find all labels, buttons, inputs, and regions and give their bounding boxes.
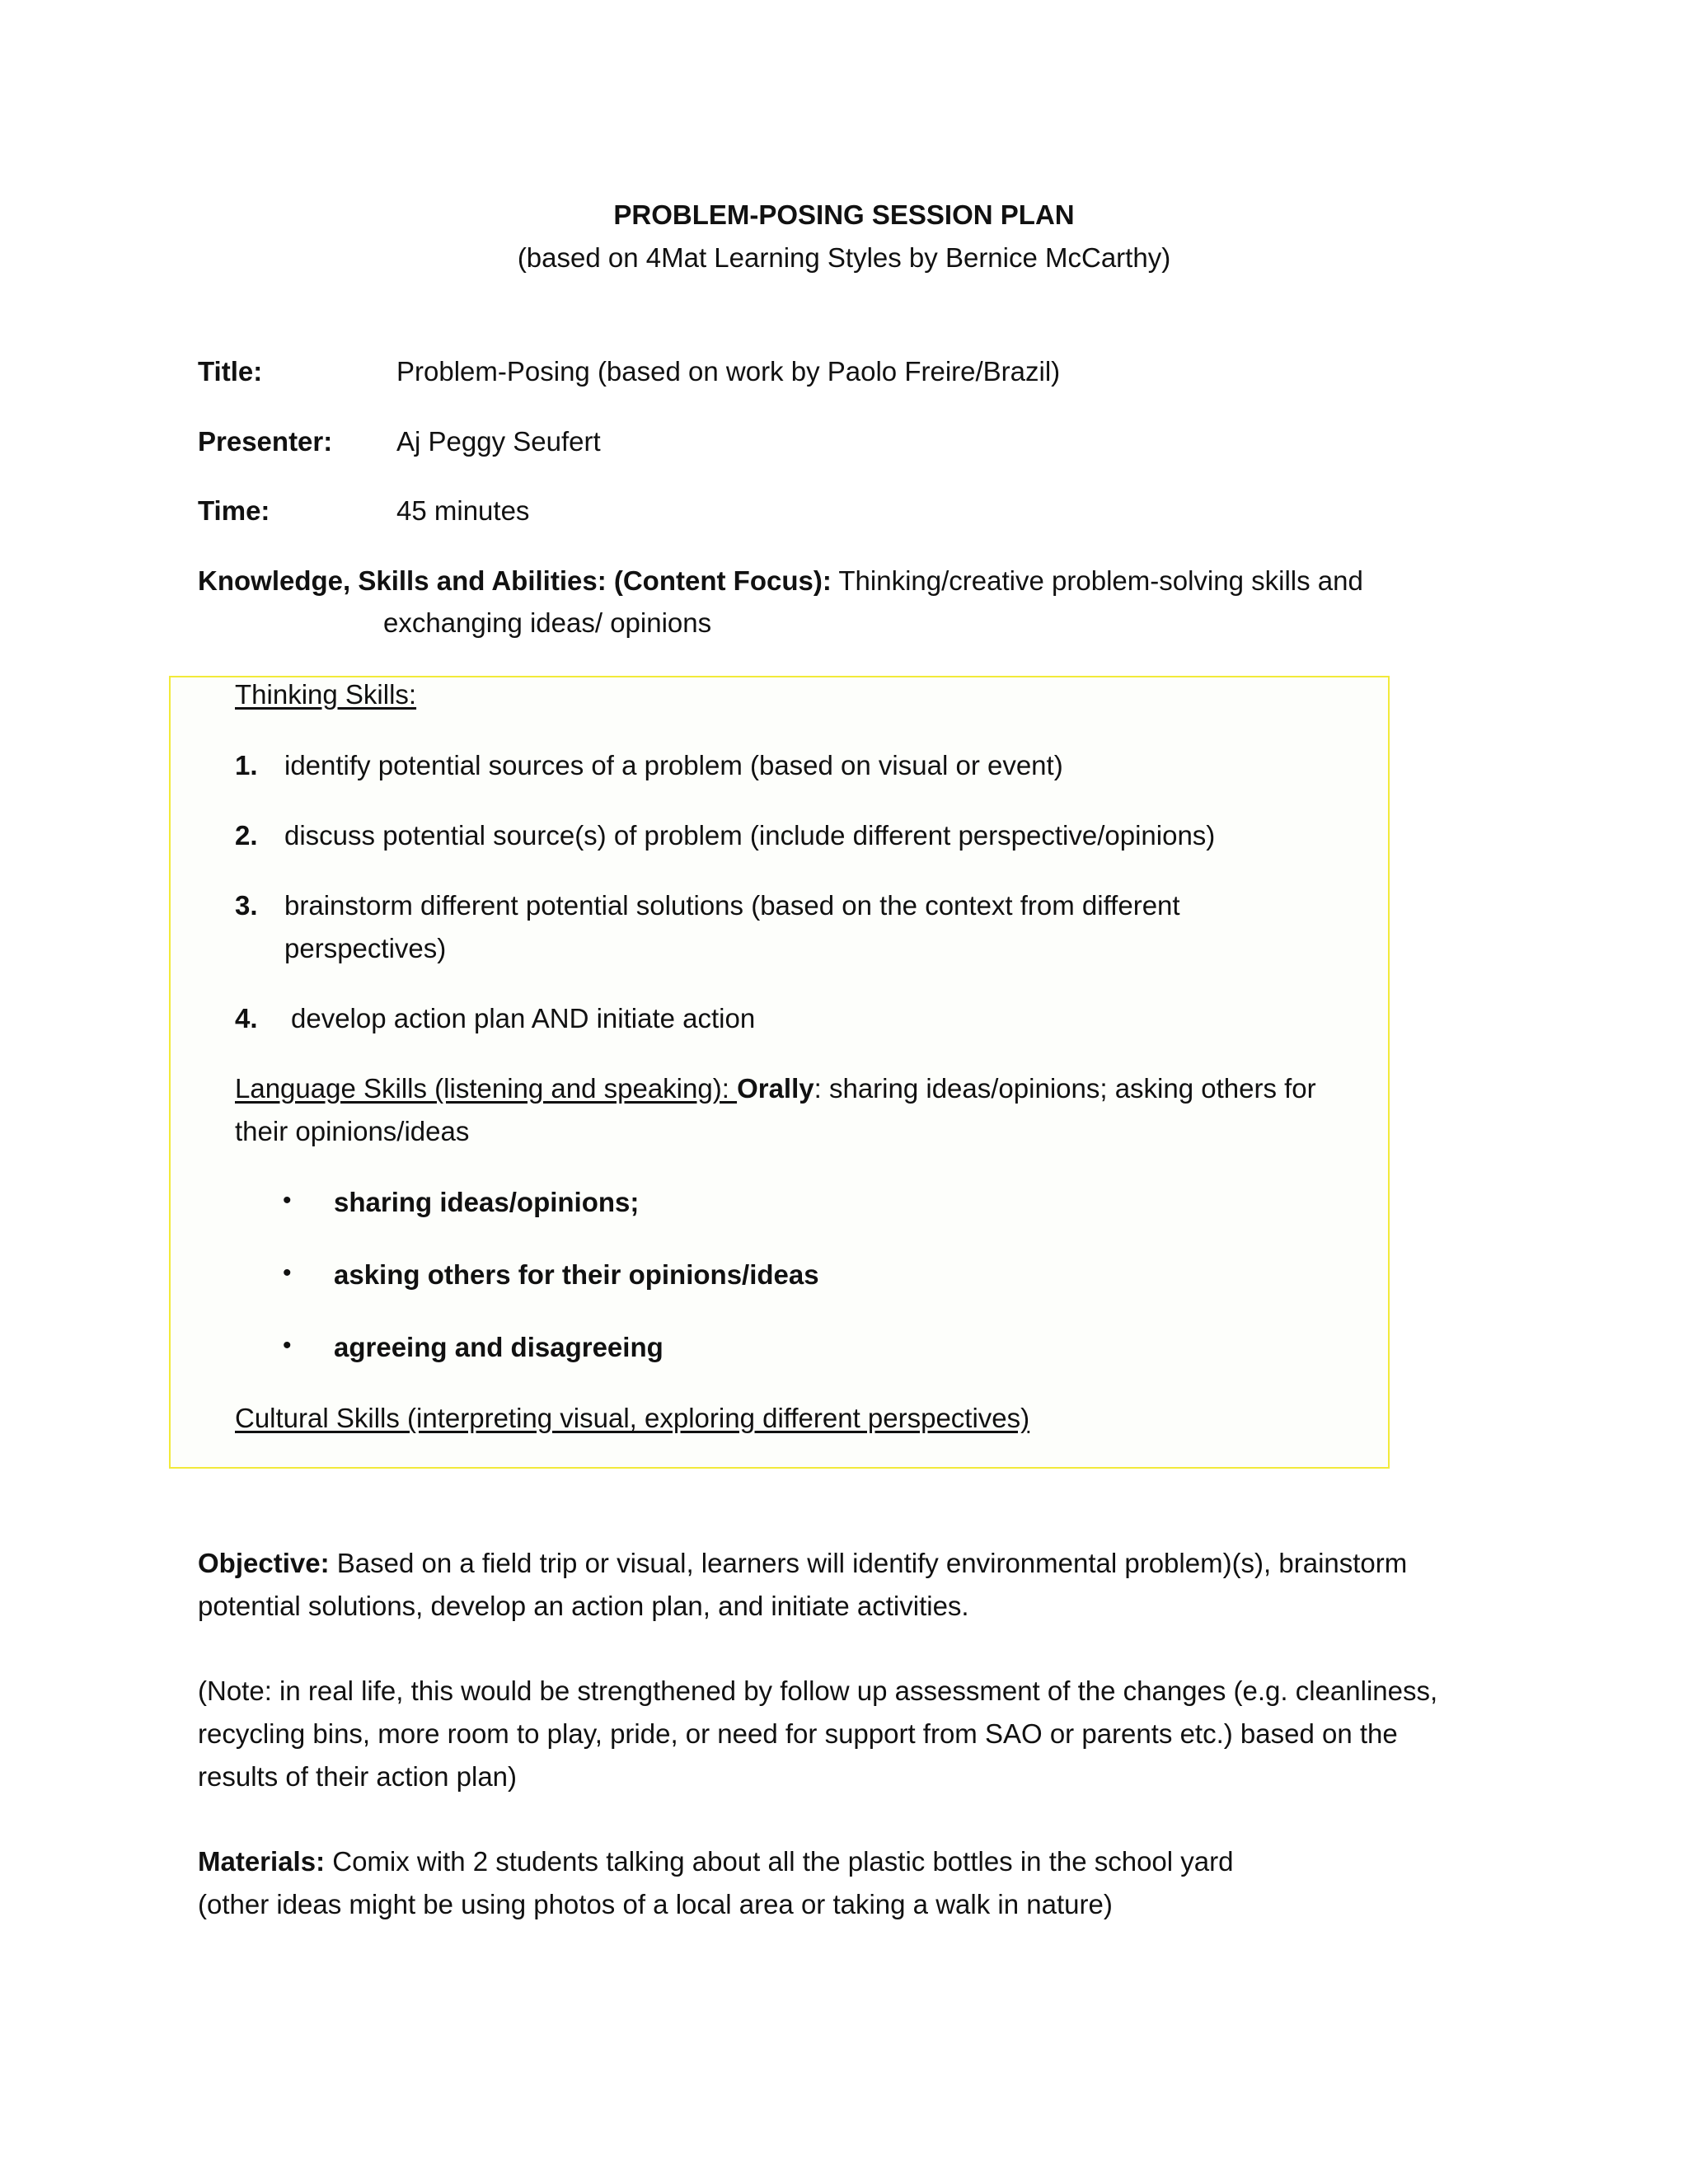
- presenter-value: Aj Peggy Seufert: [396, 426, 601, 457]
- title-label: Title:: [198, 356, 263, 387]
- list-item: discuss potential source(s) of problem (include different perspective/opinions): [284, 820, 1216, 851]
- time-label: Time:: [198, 495, 270, 526]
- objective-text: Based on a field trip or visual, learners will identify environmental problem)(s), brainstorm: [329, 1548, 1408, 1578]
- thinking-skills-heading: Thinking Skills:: [235, 679, 417, 710]
- page-title: PROBLEM-POSING SESSION PLAN: [613, 199, 1075, 230]
- list-item: brainstorm different potential solutions (based on the context from different: [284, 890, 1180, 921]
- note-text: recycling bins, more room to play, pride, or need for support from SAO or parents etc.) based on the: [198, 1718, 1398, 1749]
- ksa-paragraph: [198, 565, 1363, 597]
- language-orally: Orally: [737, 1073, 814, 1104]
- materials-paragraph: [198, 1846, 1234, 1877]
- objective-label: Objective:: [198, 1548, 330, 1578]
- title-value: Problem-Posing (based on work by Paolo Freire/Brazil): [396, 356, 1061, 387]
- objective-paragraph: [198, 1548, 1407, 1579]
- time-value: 45 minutes: [396, 495, 530, 526]
- note-text: (Note: in real life, this would be strengthened by follow up assessment of the changes (e.g. cleanliness,: [198, 1675, 1438, 1706]
- ksa-text: Thinking/creative problem-solving skills and: [831, 565, 1363, 596]
- language-skills-text: : sharing ideas/opinions; asking others for: [814, 1073, 1316, 1104]
- materials-text: Comix with 2 students talking about all the plastic bottles in the school yard: [325, 1846, 1234, 1877]
- ksa-text-cont: exchanging ideas/ opinions: [383, 607, 712, 638]
- list-item-number: 4.: [235, 1003, 258, 1033]
- list-item-cont: perspectives): [284, 933, 447, 963]
- list-item: identify potential sources of a problem (based on visual or event): [284, 750, 1063, 780]
- language-skills-text-cont: their opinions/ideas: [235, 1116, 470, 1146]
- ksa-label: Knowledge, Skills and Abilities: (Content Focus):: [198, 565, 832, 596]
- language-skills-paragraph: [235, 1073, 1316, 1104]
- objective-text-cont: potential solutions, develop an action plan, and initiate activities.: [198, 1591, 969, 1621]
- list-item-number: 3.: [235, 890, 258, 921]
- bullet-icon: •: [283, 1187, 292, 1214]
- bullet-item: agreeing and disagreeing: [334, 1332, 663, 1362]
- bullet-item: asking others for their opinions/ideas: [334, 1259, 819, 1290]
- page-subtitle: (based on 4Mat Learning Styles by Bernice McCarthy): [517, 242, 1171, 273]
- bullet-item: sharing ideas/opinions;: [334, 1187, 640, 1217]
- cultural-skills-heading: Cultural Skills (interpreting visual, exploring different perspectives): [235, 1403, 1030, 1433]
- note-text: results of their action plan): [198, 1761, 518, 1792]
- materials-text-cont: (other ideas might be using photos of a local area or taking a walk in nature): [198, 1889, 1113, 1919]
- bullet-icon: •: [283, 1332, 292, 1359]
- materials-label: Materials:: [198, 1846, 326, 1877]
- list-item-number: 1.: [235, 750, 258, 780]
- bullet-icon: •: [283, 1259, 292, 1286]
- presenter-label: Presenter:: [198, 426, 333, 457]
- list-item-number: 2.: [235, 820, 258, 851]
- list-item: develop action plan AND initiate action: [291, 1003, 756, 1033]
- language-skills-heading: Language Skills (listening and speaking):: [235, 1073, 738, 1104]
